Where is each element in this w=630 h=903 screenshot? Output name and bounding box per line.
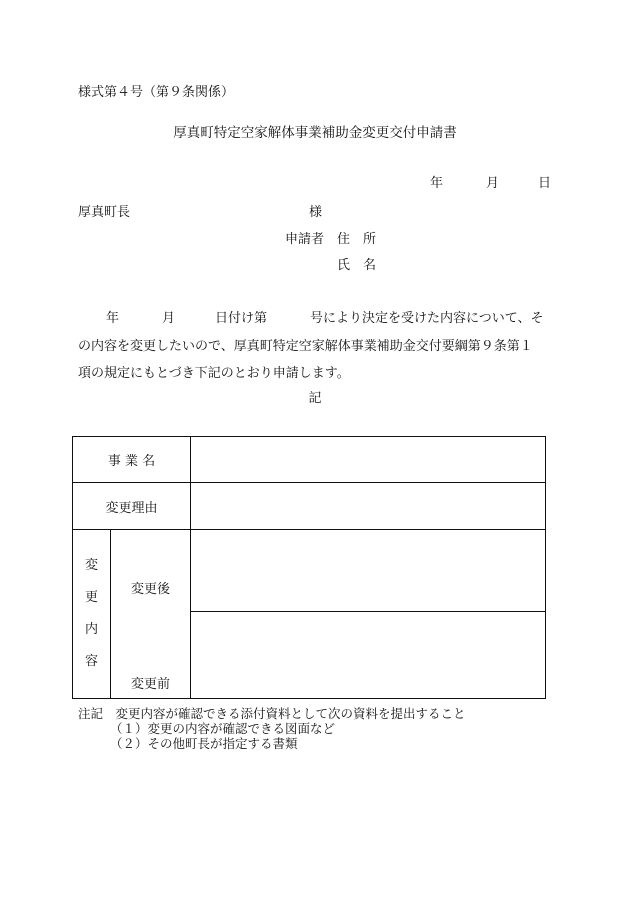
- notes: [78, 706, 466, 751]
- body-line1-rest: 号により決定を受けた内容について、そ: [310, 311, 544, 326]
- change-content-char-2: 更: [84, 590, 98, 605]
- before-label: 変更前: [131, 677, 171, 692]
- reason-field[interactable]: [191, 483, 546, 530]
- applicant-label: 申請者: [285, 232, 325, 247]
- applicant-address-label: 住 所: [337, 232, 377, 247]
- page-title: 厚真町特定空家解体事業補助金変更交付申請書: [173, 125, 457, 141]
- before-field[interactable]: [191, 612, 546, 699]
- change-content-label-cell: [73, 530, 111, 699]
- change-content-char-1: 変: [84, 558, 98, 573]
- addressee-name: 厚真町長: [78, 205, 131, 220]
- body-line2: の内容を変更したいので、厚真町特定空家解体事業補助金交付要綱第９条第１: [78, 339, 533, 354]
- form-table: [72, 436, 546, 699]
- addressee-honorific: 様: [309, 205, 323, 220]
- change-content-char-4: 容: [84, 654, 98, 669]
- project-name-label-cell: [73, 437, 191, 483]
- after-label: 変更後: [131, 582, 171, 597]
- reason-label: 変更理由: [105, 500, 158, 516]
- after-field[interactable]: [191, 530, 546, 612]
- date-month-label: 月: [486, 176, 500, 191]
- body-month-label: 月: [162, 311, 176, 326]
- body-day-number-label: 日付け第: [215, 311, 268, 326]
- project-name-field[interactable]: [191, 437, 546, 483]
- notes-item-1: （１）変更の内容が確認できる図面など: [110, 721, 336, 736]
- change-content-char-3: 内: [84, 622, 98, 637]
- date-year-label: 年: [430, 176, 444, 191]
- date-day-label: 日: [538, 176, 552, 191]
- reason-label-cell: [73, 483, 191, 530]
- ki-label: 記: [308, 391, 322, 406]
- change-sublabel-cell: [111, 530, 191, 699]
- applicant-name-label: 氏 名: [337, 258, 377, 273]
- body-line3: 項の規定にもとづき下記のとおり申請します。: [78, 366, 350, 381]
- form-number: 様式第４号（第９条関係）: [78, 85, 235, 100]
- notes-heading: 注記 変更内容が確認できる添付資料として次の資料を提出すること: [78, 706, 466, 721]
- body-year-label: 年: [106, 311, 120, 326]
- project-name-label: 事 業 名: [107, 454, 156, 469]
- notes-item-2: （２）その他町長が指定する書類: [110, 736, 298, 751]
